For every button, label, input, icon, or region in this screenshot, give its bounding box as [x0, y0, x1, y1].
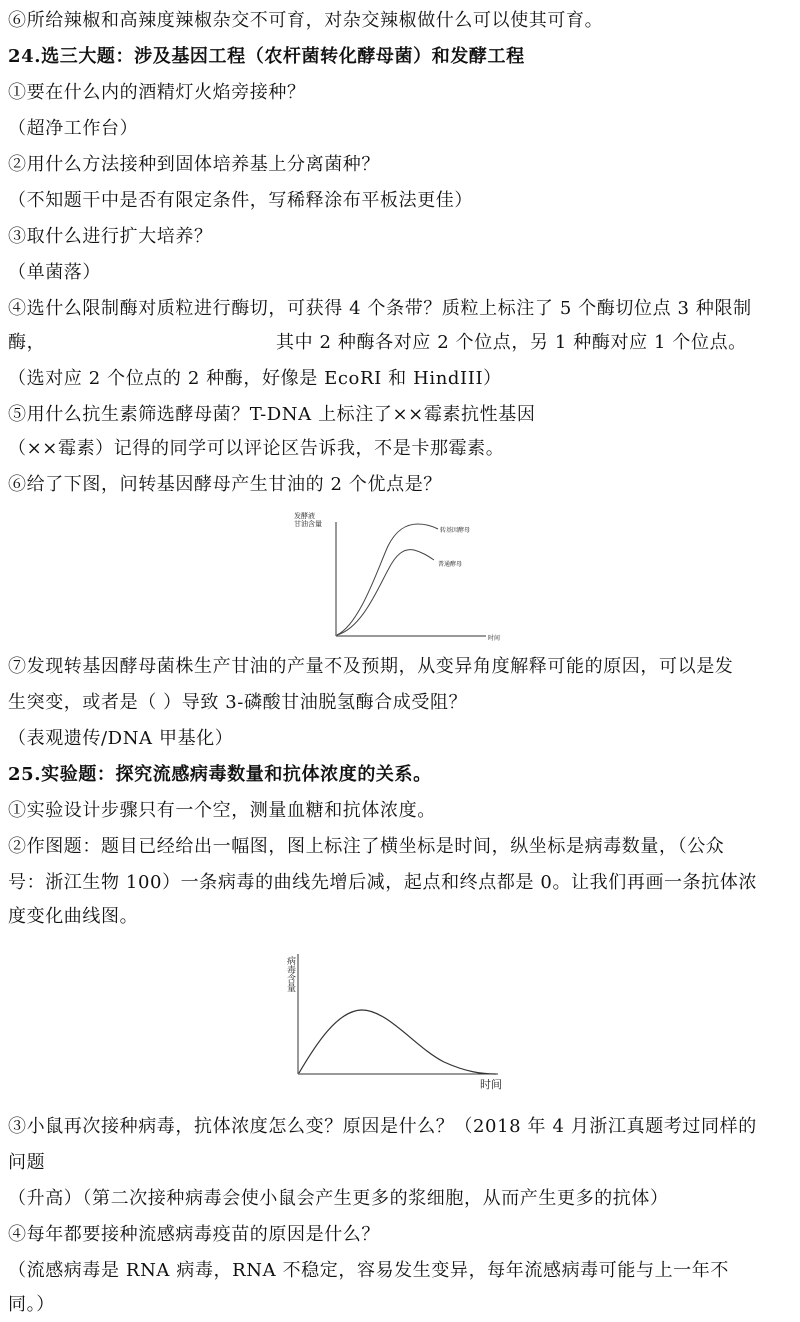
q25-2-text-c: 度变化曲线图。	[8, 906, 139, 927]
q25-3-answer: （升高）（第二次接种病毒会使小鼠会产生更多的浆细胞，从而产生更多的抗体）	[8, 1188, 669, 1209]
q24-1-answer: （超净工作台）	[8, 118, 139, 139]
q24-5-question: ⑤用什么抗生素筛选酵母菌？T-DNA 上标注了××霉素抗性基因	[8, 404, 536, 425]
q25-heading: 25.实验题：探究流感病毒数量和抗体浓度的关系。	[8, 764, 432, 785]
q24-heading: 24.选三大题：涉及基因工程（农杆菌转化酵母菌）和发酵工程	[8, 46, 525, 67]
q24-4-question-a: ④选什么限制酶对质粒进行酶切，可获得 4 个条带？质粒上标注了 5 个酶切位点 3 种限制	[8, 298, 752, 319]
q25-3-question-b: 问题	[8, 1152, 46, 1173]
glycerol-chart	[290, 508, 500, 642]
q24-1-question: ①要在什么内的酒精灯火焰旁接种？	[8, 82, 306, 103]
q24-6-question: ⑥给了下图，问转基因酵母产生甘油的 2 个优点是？	[8, 474, 442, 495]
virus-chart-ylabel: 病毒含量	[285, 956, 295, 992]
q24-3-question: ③取什么进行扩大培养？	[8, 226, 213, 247]
q24-5-answer: （××霉素）记得的同学可以评论区告诉我，不是卡那霉素。	[8, 438, 505, 459]
q25-2-text-b: 号：浙江生物 100）一条病毒的曲线先增后减，起点和终点都是 0。让我们再画一条抗体浓	[8, 872, 758, 893]
series-engineered-yeast-label: 转基因酵母	[440, 527, 471, 534]
q24-2-question: ②用什么方法接种到固体培养基上分离菌种？	[8, 154, 380, 175]
q24-7-question-a: ⑦发现转基因酵母菌株生产甘油的产量不及预期，从变异角度解释可能的原因，可以是发	[8, 656, 734, 677]
q25-2-text-a: ②作图题：题目已经给出一幅图，图上标注了横坐标是时间，纵坐标是病毒数量，（公众	[8, 836, 725, 857]
q25-3-question-a: ③小鼠再次接种病毒，抗体浓度怎么变？原因是什么？（2018 年 4 月浙江真题考过同样的	[8, 1116, 757, 1137]
q25-4-answer-a: （流感病毒是 RNA 病毒，RNA 不稳定，容易发生变异，每年流感病毒可能与上一年不	[8, 1260, 729, 1281]
q25-1-text: ①实验设计步骤只有一个空，测量血糖和抗体浓度。	[8, 800, 436, 821]
q24-2-answer: （不知题干中是否有限定条件，写稀释涂布平板法更佳）	[8, 190, 473, 211]
q24-4-question-c: 其中 2 种酶各对应 2 个位点，另 1 种酶对应 1 个位点。	[276, 332, 747, 353]
virus-chart	[276, 944, 520, 1094]
glycerol-chart-ylabel: 发酵液 甘油含量	[294, 512, 322, 528]
virus-count-curve	[299, 1010, 496, 1074]
glycerol-chart-xlabel: 时间	[488, 635, 500, 642]
q24-7-question-b: 生突变，或者是（ ）导致 3-磷酸甘油脱氢酶合成受阻？	[8, 692, 468, 713]
q24-4-answer: （选对应 2 个位点的 2 种酶，好像是 EcoRI 和 HindIII）	[8, 368, 502, 389]
virus-chart-xlabel: 时间	[480, 1078, 502, 1091]
q25-4-answer-b: 同。）	[8, 1294, 55, 1315]
q25-4-question: ④每年都要接种流感病毒疫苗的原因是什么？	[8, 1224, 380, 1245]
series-engineered-yeast-curve	[337, 524, 438, 635]
q23-6-text: ⑥所给辣椒和高辣度辣椒杂交不可育，对杂交辣椒做什么可以使其可育。	[8, 10, 604, 31]
series-ordinary-yeast-label: 普通酵母	[438, 561, 463, 568]
q24-4-question-b: 酶，	[8, 332, 46, 353]
q24-3-answer: （单菌落）	[8, 262, 101, 283]
q24-7-answer: （表观遗传/DNA 甲基化）	[8, 728, 234, 749]
